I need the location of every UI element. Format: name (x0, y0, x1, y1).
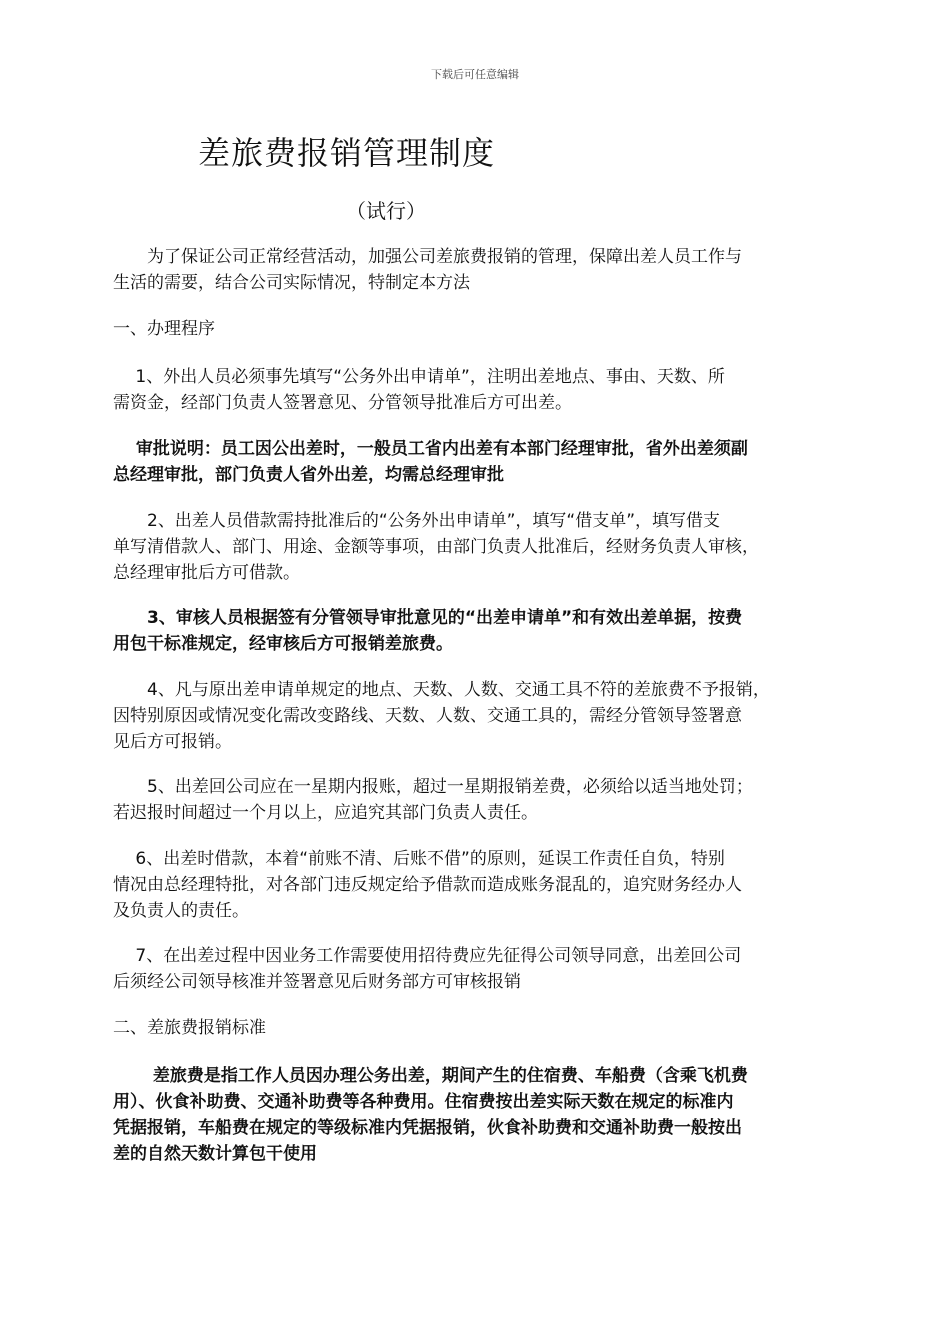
document-title: 差旅费报销管理制度 (198, 134, 496, 172)
section-heading-procedure: 一、办理程序 (113, 319, 215, 339)
text-line: 5、出差回公司应在一星期内报账，超过一星期报销差费，必须给以适当地处罚； (113, 777, 753, 797)
text-line: 若迟报时间超过一个月以上，应追究其部门负责人责任。 (113, 803, 538, 823)
procedure-item-4 (113, 677, 853, 755)
text-line: 用）、伙食补助费、交通补助费等各种费用。住宿费按出差实际天数在规定的标准内 (113, 1092, 734, 1112)
text-line: 情况由总经理特批，对各部门违反规定给予借款而造成账务混乱的，追究财务经办人 (113, 875, 742, 895)
text-line: 审批说明：员工因公出差时，一般员工省内出差有本部门经理审批，省外出差须副 (113, 439, 748, 459)
intro-paragraph (113, 244, 853, 296)
document-subtitle: （试行） (346, 199, 426, 223)
procedure-item-2 (113, 508, 853, 586)
text-line: 1、外出人员必须事先填写“公务外出申请单”，注明出差地点、事由、天数、所 (113, 367, 725, 387)
text-line: 差旅费是指工作人员因办理公务出差，期间产生的住宿费、车船费（含乘飞机费 (113, 1066, 748, 1086)
text-line: 6、出差时借款，本着“前账不清、后账不借”的原则，延误工作责任自负，特别 (113, 849, 725, 869)
text-line: 总经理审批后方可借款。 (113, 563, 300, 583)
section-heading-standards: 二、差旅费报销标准 (113, 1018, 266, 1038)
text-line: 为了保证公司正常经营活动，加强公司差旅费报销的管理，保障出差人员工作与 (113, 247, 742, 267)
text-line: 后须经公司领导核准并签署意见后财务部方可审核报销 (113, 972, 521, 992)
text-line: 用包干标准规定，经审核后方可报销差旅费。 (113, 634, 453, 654)
text-line: 凭据报销，车船费在规定的等级标准内凭据报销，伙食补助费和交通补助费一般按出 (113, 1118, 742, 1138)
procedure-item-1 (113, 364, 853, 416)
procedure-item-6 (113, 846, 853, 924)
text-line: 单写清借款人、部门、用途、金额等事项，由部门负责人批准后，经财务负责人审核， (113, 537, 759, 557)
text-line: 差的自然天数计算包干使用 (113, 1144, 317, 1164)
text-line: 2、出差人员借款需持批准后的“公务外出申请单”，填写“借支单”，填写借支 (113, 511, 721, 531)
text-line: 见后方可报销。 (113, 732, 232, 752)
approval-note (113, 436, 853, 488)
text-line: 7、在出差过程中因业务工作需要使用招待费应先征得公司领导同意，出差回公司 (113, 946, 742, 966)
text-line: 总经理审批，部门负责人省外出差，均需总经理审批 (113, 465, 504, 485)
text-line: 生活的需要，结合公司实际情况，特制定本方法 (113, 273, 470, 293)
text-line: 及负责人的责任。 (113, 901, 249, 921)
text-line: 4、凡与原出差申请单规定的地点、天数、人数、交通工具不符的差旅费不予报销， (113, 680, 770, 700)
text-line: 3、审核人员根据签有分管领导审批意见的“出差申请单”和有效出差单据，按费 (113, 608, 743, 628)
standards-paragraph (113, 1063, 853, 1167)
procedure-item-7 (113, 943, 853, 995)
text-line: 因特别原因或情况变化需改变路线、天数、人数、交通工具的，需经分管领导签署意 (113, 706, 742, 726)
procedure-item-5 (113, 774, 853, 826)
procedure-item-3 (113, 605, 853, 657)
text-line: 需资金，经部门负责人签署意见、分管领导批准后方可出差。 (113, 393, 572, 413)
header-note: 下载后可任意编辑 (431, 68, 519, 81)
